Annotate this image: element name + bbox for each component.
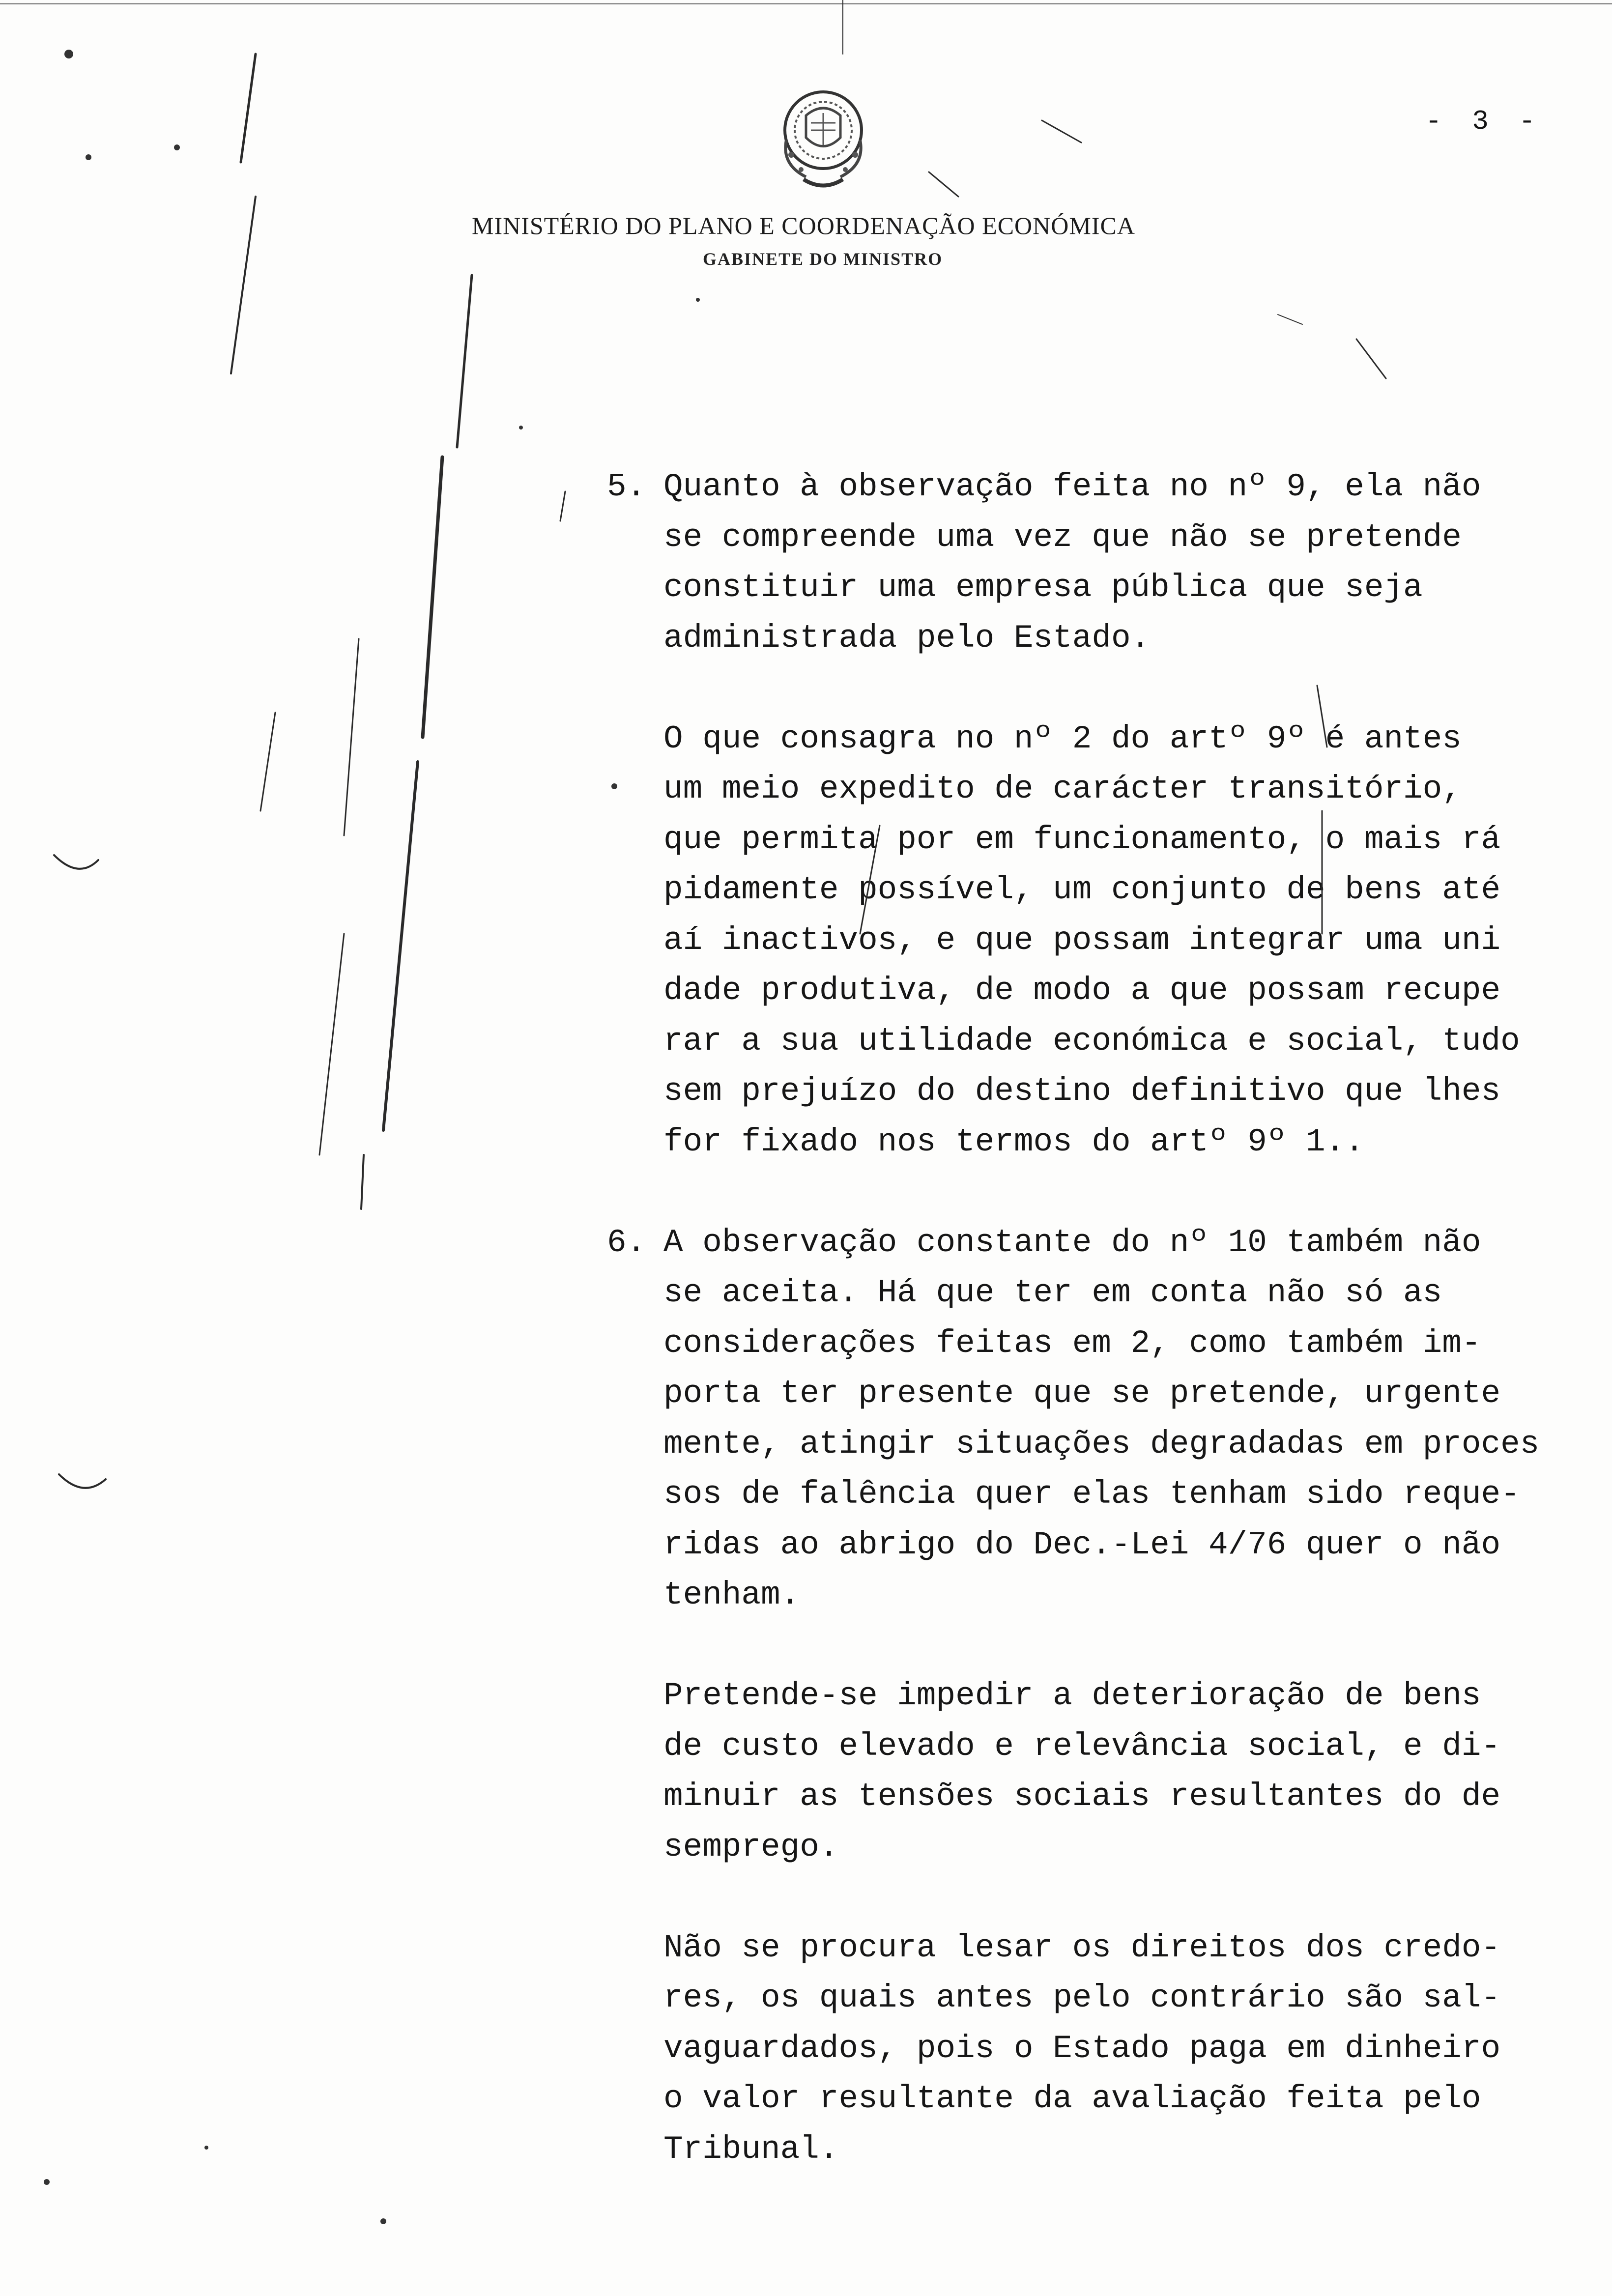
text-line: for fixado nos termos do artº 9º 1..	[663, 1123, 1364, 1160]
document-body	[607, 462, 1573, 2225]
paragraph-number: 6.	[607, 1224, 646, 1261]
paragraph-5-continuation	[663, 714, 1573, 1168]
text-line: de custo elevado e relevância social, e di-	[663, 1727, 1501, 1765]
text-line: ridas ao abrigo do Dec.-Lei 4/76 quer o não	[663, 1526, 1501, 1563]
coat-of-arms-seal-icon	[767, 81, 880, 194]
text-line: constituir uma empresa pública que seja	[663, 569, 1423, 606]
text-line: mente, atingir situações degradadas em proces	[663, 1425, 1540, 1463]
text-line: sos de falência quer elas tenham sido reque-	[663, 1476, 1520, 1513]
cabinet-subheading: GABINETE DO MINISTRO	[703, 249, 943, 269]
text-line: um meio expedito de carácter transitório,	[663, 771, 1462, 807]
text-line: Quanto à observação feita no nº 9, ela não	[663, 468, 1481, 505]
text-line: Pretende-se impedir a deterioração de bens	[663, 1677, 1481, 1714]
paragraph-number: 5.	[607, 468, 646, 505]
text-line: se aceita. Há que ter em conta não só as	[663, 1274, 1442, 1311]
text-line: minuir as tensões sociais resultantes do de	[663, 1778, 1501, 1815]
text-line: porta ter presente que se pretende, urgente	[663, 1375, 1501, 1412]
text-line: res, os quais antes pelo contrário são sal-	[663, 1980, 1501, 2016]
text-line: rar a sua utilidade económica e social, tudo	[663, 1022, 1520, 1060]
text-line: o valor resultante da avaliação feita pelo	[663, 2080, 1481, 2117]
text-line: A observação constante do nº 10 também não	[663, 1224, 1481, 1261]
paragraph-6-continuation-b	[663, 1923, 1573, 2175]
page-number: - 3 -	[1425, 106, 1543, 137]
text-line: tenham.	[663, 1577, 800, 1613]
paragraph-6-continuation-a	[663, 1671, 1573, 1872]
text-line: O que consagra no nº 2 do artº 9º é antes	[663, 720, 1462, 757]
text-line: aí inactivos, e que possam integrar uma uni	[663, 921, 1501, 959]
text-line: Não se procura lesar os direitos dos credo-	[663, 1929, 1501, 1966]
text-line: pidamente possível, um conjunto de bens até	[663, 871, 1501, 908]
text-line: vaguardados, pois o Estado paga em dinheiro	[663, 2030, 1501, 2067]
text-line: considerações feitas em 2, como também im-	[663, 1324, 1481, 1362]
text-line: se compreende uma vez que não se pretende	[663, 518, 1462, 556]
ministry-heading: MINISTÉRIO DO PLANO E COORDENAÇÃO ECONÓMICA	[472, 212, 1135, 239]
text-line: administrada pelo Estado.	[663, 619, 1151, 657]
text-line: dade produtiva, de modo a que possam recupe	[663, 972, 1501, 1009]
text-line: que permita por em funcionamento, o mais rá	[663, 821, 1501, 858]
paragraph-5	[607, 462, 1573, 663]
top-border-rule	[0, 3, 1612, 4]
text-line: Tribunal.	[663, 2130, 839, 2168]
text-line: sem prejuízo do destino definitivo que lhes	[663, 1073, 1501, 1110]
text-line: semprego.	[663, 1828, 839, 1866]
paragraph-6	[607, 1218, 1573, 1621]
